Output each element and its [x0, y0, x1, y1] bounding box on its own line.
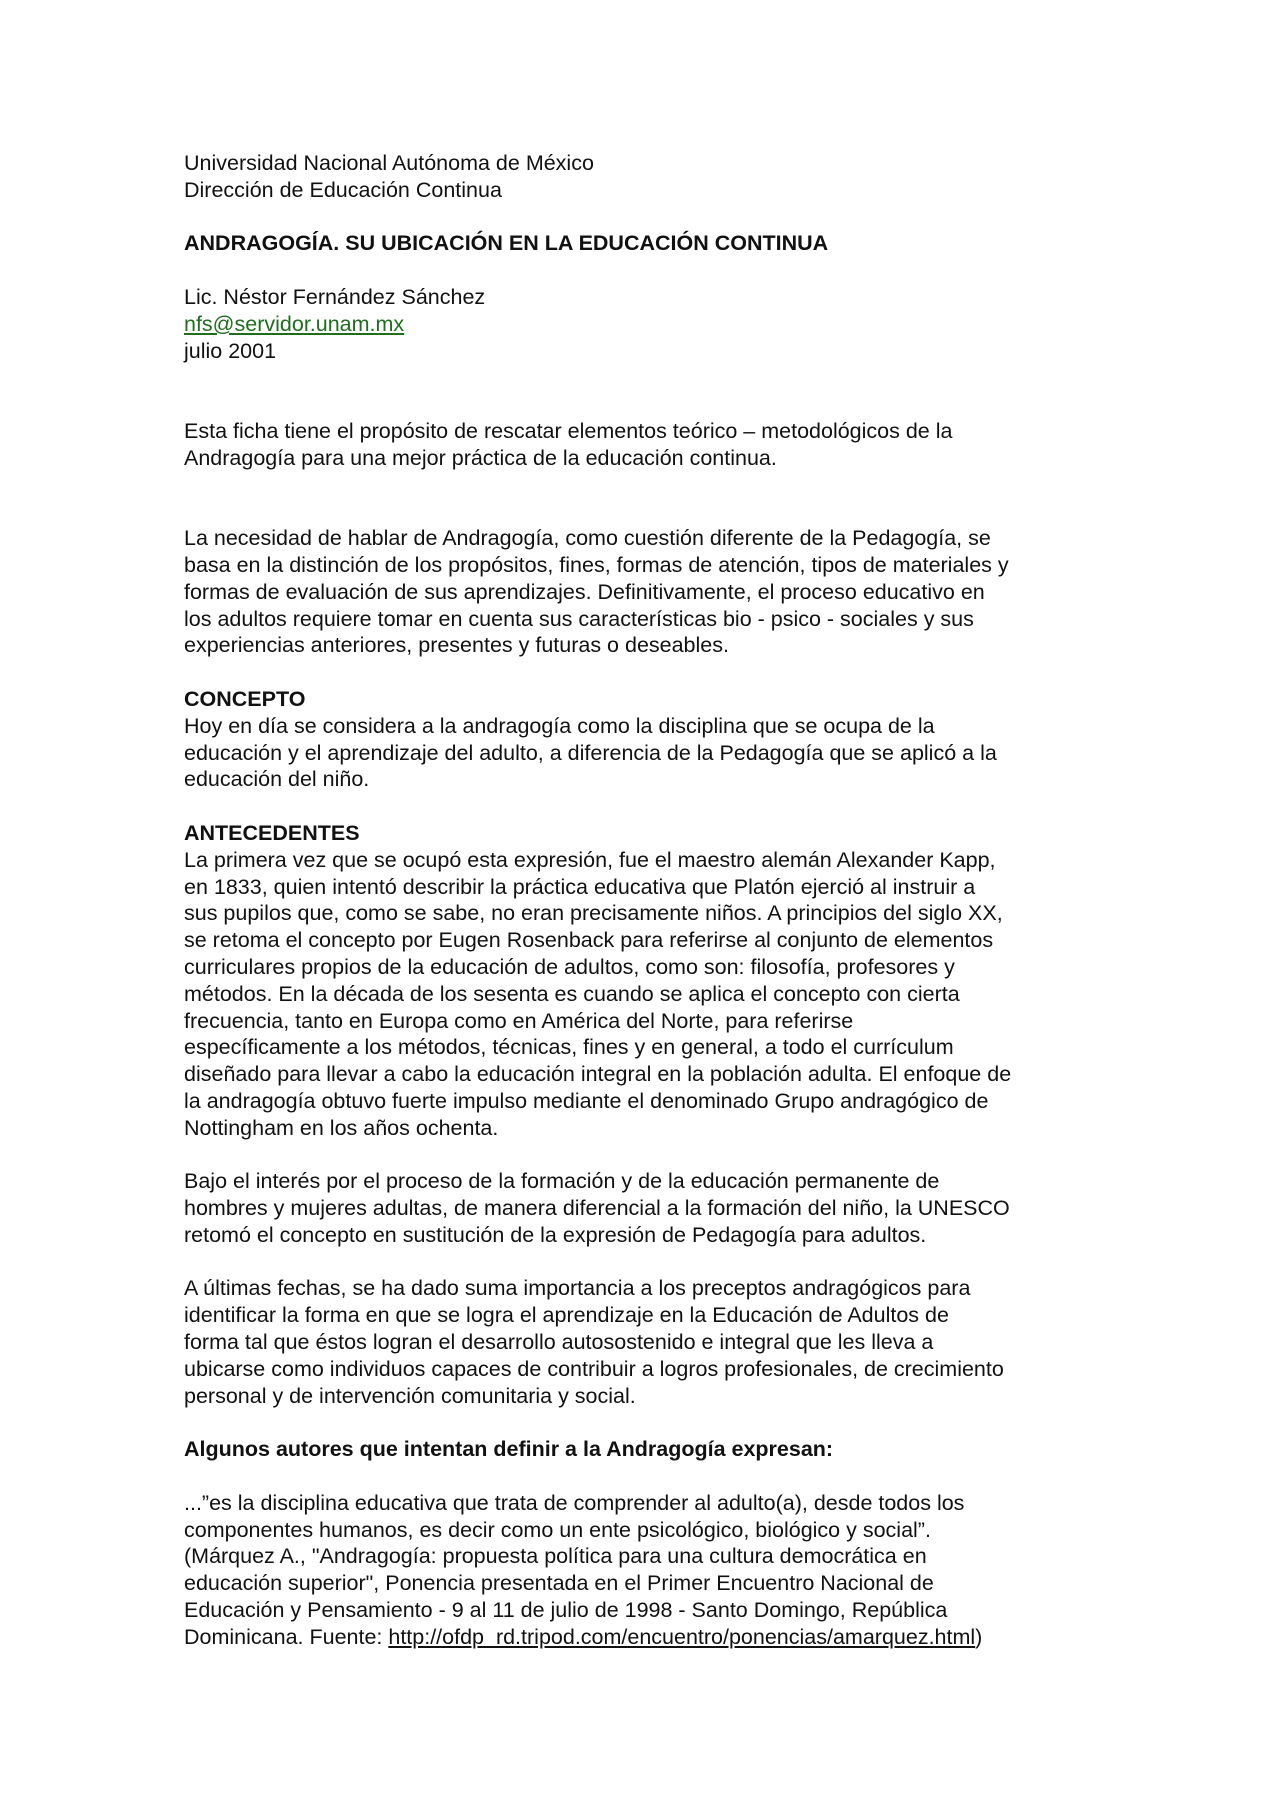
antecedentes-line: en 1833, quien intentó describir la práctica educativa que Platón ejerció al instruir a: [184, 874, 976, 899]
antecedentes-line: se retoma el concepto por Eugen Rosenback para referirse al conjunto de elementos: [184, 928, 994, 953]
quote-line: (Márquez A., "Andragogía: propuesta política para una cultura democrática en: [184, 1544, 927, 1569]
recent-paragraph: [184, 1275, 1104, 1409]
antecedentes-line: sus pupilos que, como se sabe, no eran precisamente niños. A principios del siglo XX,: [184, 901, 1003, 926]
intro-line: Esta ficha tiene el propósito de rescatar elementos teórico – metodológicos de la: [184, 418, 953, 443]
unesco-line: Bajo el interés por el proceso de la formación y de la educación permanente de: [184, 1169, 940, 1194]
quote-line: educación superior", Ponencia presentada en el Primer Encuentro Nacional de: [184, 1571, 934, 1596]
need-line: los adultos requiere tomar en cuenta sus características bio - psico - sociales y sus: [184, 606, 974, 631]
authors-heading: Algunos autores que intentan definir a la Andragogía expresan:: [184, 1437, 834, 1462]
unesco-paragraph: [184, 1168, 1104, 1248]
author-email-link[interactable]: nfs@servidor.unam.mx: [184, 311, 405, 336]
author-block: [184, 284, 1104, 364]
antecedentes-section: [184, 820, 1104, 1142]
need-line: experiencias anteriores, presentes y futuras o deseables.: [184, 633, 729, 658]
institution-name: Universidad Nacional Autónoma de México: [184, 151, 594, 175]
quote-source-prefix: Dominicana. Fuente:: [184, 1624, 389, 1649]
need-line: formas de evaluación de sus aprendizajes. Definitivamente, el proceso educativo en: [184, 579, 985, 604]
recent-line: A últimas fechas, se ha dado suma importancia a los preceptos andragógicos para: [184, 1276, 971, 1301]
quote-line: componentes humanos, es decir como un ente psicológico, biológico y social”.: [184, 1517, 931, 1542]
antecedentes-line: Nottingham en los años ochenta.: [184, 1115, 499, 1140]
quote-line: Educación y Pensamiento - 9 al 11 de julio de 1998 - Santo Domingo, República: [184, 1598, 948, 1623]
recent-line: forma tal que éstos logran el desarrollo autosostenido e integral que les lleva a: [184, 1330, 934, 1355]
document-page: [184, 150, 1104, 1651]
antecedentes-line: curriculares propios de la educación de adultos, como son: filosofía, profesores y: [184, 954, 955, 979]
concepto-line: Hoy en día se considera a la andragogía como la disciplina que se ocupa de la: [184, 713, 935, 738]
need-paragraph: [184, 525, 1104, 659]
quote-source-suffix: ): [975, 1624, 983, 1649]
intro-line: Andragogía para una mejor práctica de la educación continua.: [184, 445, 777, 470]
unesco-line: hombres y mujeres adultas, de manera diferencial a la formación del niño, la UNESCO: [184, 1196, 1010, 1221]
intro-paragraph: [184, 418, 1104, 472]
recent-line: ubicarse como individuos capaces de contribuir a logros profesionales, de crecimiento: [184, 1356, 1004, 1381]
concepto-line: educación del niño.: [184, 767, 370, 792]
author-name: Lic. Néstor Fernández Sánchez: [184, 284, 486, 309]
document-title: ANDRAGOGÍA. SU UBICACIÓN EN LA EDUCACIÓN CONTINUA: [184, 231, 829, 256]
concepto-line: educación y el aprendizaje del adulto, a diferencia de la Pedagogía que se aplicó a la: [184, 740, 997, 765]
source-url-link[interactable]: http://ofdp_rd.tripod.com/encuentro/ponencias/amarquez.html: [388, 1624, 976, 1649]
antecedentes-line: la andragogía obtuvo fuerte impulso mediante el denominado Grupo andragógico de: [184, 1088, 989, 1113]
antecedentes-line: diseñado para llevar a cabo la educación integral en la población adulta. El enfoque de: [184, 1062, 1012, 1087]
need-line: basa en la distinción de los propósitos, fines, formas de atención, tipos de materiales y: [184, 552, 1009, 577]
need-line: La necesidad de hablar de Andragogía, como cuestión diferente de la Pedagogía, se: [184, 526, 991, 551]
header-block: [184, 150, 1104, 204]
recent-line: personal y de intervención comunitaria y social.: [184, 1383, 636, 1408]
quote-paragraph: [184, 1490, 1104, 1651]
concepto-section: [184, 686, 1104, 793]
concepto-heading: CONCEPTO: [184, 686, 306, 711]
unesco-line: retomó el concepto en sustitución de la expresión de Pedagogía para adultos.: [184, 1222, 927, 1247]
antecedentes-line: La primera vez que se ocupó esta expresión, fue el maestro alemán Alexander Kapp,: [184, 847, 996, 872]
antecedentes-line: frecuencia, tanto en Europa como en América del Norte, para referirse: [184, 1008, 854, 1033]
antecedentes-line: métodos. En la década de los sesenta es cuando se aplica el concepto con cierta: [184, 981, 960, 1006]
document-date: julio 2001: [184, 338, 277, 363]
antecedentes-heading: ANTECEDENTES: [184, 820, 360, 845]
quote-line: ...”es la disciplina educativa que trata de comprender al adulto(a), desde todos los: [184, 1490, 965, 1515]
department-name: Dirección de Educación Continua: [184, 177, 502, 202]
quote-source-line: [184, 1624, 1104, 1651]
recent-line: identificar la forma en que se logra el aprendizaje en la Educación de Adultos de: [184, 1303, 949, 1328]
antecedentes-line: específicamente a los métodos, técnicas, fines y en general, a todo el currículum: [184, 1035, 954, 1060]
